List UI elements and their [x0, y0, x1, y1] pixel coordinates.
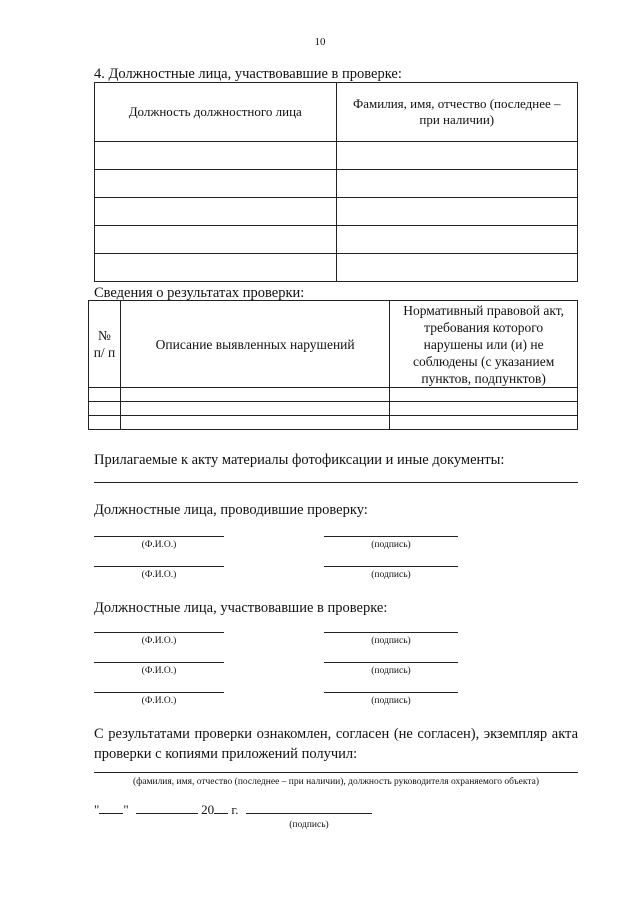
col-number-header: № п/ п	[89, 301, 121, 388]
table-header-row	[95, 83, 578, 142]
signature-line[interactable]	[324, 692, 458, 693]
table-cell[interactable]	[336, 254, 578, 282]
table-row	[95, 198, 578, 226]
table-row	[95, 226, 578, 254]
results-title: Сведения о результатах проверки:	[94, 285, 305, 301]
table-row	[89, 416, 578, 430]
participated-title: Должностные лица, участвовавшие в проверке:	[94, 600, 388, 616]
acknowledgement-text: С результатами проверки ознакомлен, согласен (не согласен), экземпляр акта проверки с копиями приложений получил:	[94, 726, 578, 762]
fio-caption: (Ф.И.О.)	[141, 540, 177, 550]
conducted-title: Должностные лица, проводившие проверку:	[94, 502, 368, 518]
table-cell[interactable]	[89, 402, 121, 416]
table-cell[interactable]	[336, 226, 578, 254]
table-cell[interactable]	[120, 416, 389, 430]
table-cell[interactable]	[390, 416, 578, 430]
signature-caption: (подпись)	[371, 570, 411, 580]
table-cell[interactable]	[95, 170, 337, 198]
table-cell[interactable]	[89, 388, 121, 402]
table-row	[95, 254, 578, 282]
quote-close: "	[123, 802, 129, 817]
manager-line[interactable]	[94, 772, 578, 773]
signature-caption: (подпись)	[371, 540, 411, 550]
fio-line[interactable]	[94, 536, 224, 537]
table-cell[interactable]	[336, 170, 578, 198]
table-cell[interactable]	[95, 254, 337, 282]
year-prefix: 20	[201, 802, 215, 817]
col-norm-header: Нормативный правовой акт, требования которого нарушены или (и) не соблюдены (с указанием пунктов, подпунктов)	[390, 301, 578, 388]
page-number: 10	[314, 36, 326, 48]
signature-caption: (подпись)	[371, 636, 411, 646]
col-fullname-header: Фамилия, имя, отчество (последнее – при наличии)	[336, 83, 578, 142]
table-cell[interactable]	[390, 402, 578, 416]
table-cell[interactable]	[89, 416, 121, 430]
table-cell[interactable]	[336, 198, 578, 226]
signature-line[interactable]	[324, 662, 458, 663]
fio-line[interactable]	[94, 662, 224, 663]
table-cell[interactable]	[95, 226, 337, 254]
table-cell[interactable]	[390, 388, 578, 402]
table-row	[89, 402, 578, 416]
quote-open: "	[94, 802, 100, 817]
date-signature-field[interactable]	[246, 801, 372, 814]
table-row	[95, 170, 578, 198]
col-position-header: Должность должностного лица	[95, 83, 337, 142]
signature-line[interactable]	[324, 632, 458, 633]
signature-line[interactable]	[324, 566, 458, 567]
fio-caption: (Ф.И.О.)	[141, 666, 177, 676]
month-field[interactable]	[136, 801, 198, 814]
day-field[interactable]	[99, 801, 123, 814]
fio-caption: (Ф.И.О.)	[141, 570, 177, 580]
table-row	[89, 388, 578, 402]
table-cell[interactable]	[95, 198, 337, 226]
table-cell[interactable]	[95, 142, 337, 170]
manager-caption: (фамилия, имя, отчество (последнее – при наличии), должность руководителя охраняемого объекта)	[132, 777, 540, 787]
table-cell[interactable]	[120, 388, 389, 402]
date-line	[94, 801, 372, 818]
fio-line[interactable]	[94, 566, 224, 567]
table-header-row	[89, 301, 578, 388]
signature-line[interactable]	[324, 536, 458, 537]
table-cell[interactable]	[120, 402, 389, 416]
attachments-label: Прилагаемые к акту материалы фотофиксации и иные документы:	[94, 452, 505, 468]
date-signature-caption: (подпись)	[289, 820, 329, 830]
attachments-line[interactable]	[94, 482, 578, 483]
table-row	[95, 142, 578, 170]
fio-caption: (Ф.И.О.)	[141, 636, 177, 646]
col-description-header: Описание выявленных нарушений	[120, 301, 389, 388]
year-field[interactable]	[214, 801, 228, 814]
signature-caption: (подпись)	[371, 666, 411, 676]
fio-line[interactable]	[94, 692, 224, 693]
fio-caption: (Ф.И.О.)	[141, 696, 177, 706]
participants-table	[94, 82, 578, 282]
results-table	[88, 300, 578, 430]
section4-title: 4. Должностные лица, участвовавшие в проверке:	[94, 66, 402, 82]
year-suffix: г.	[231, 802, 239, 817]
signature-caption: (подпись)	[371, 696, 411, 706]
fio-line[interactable]	[94, 632, 224, 633]
table-cell[interactable]	[336, 142, 578, 170]
